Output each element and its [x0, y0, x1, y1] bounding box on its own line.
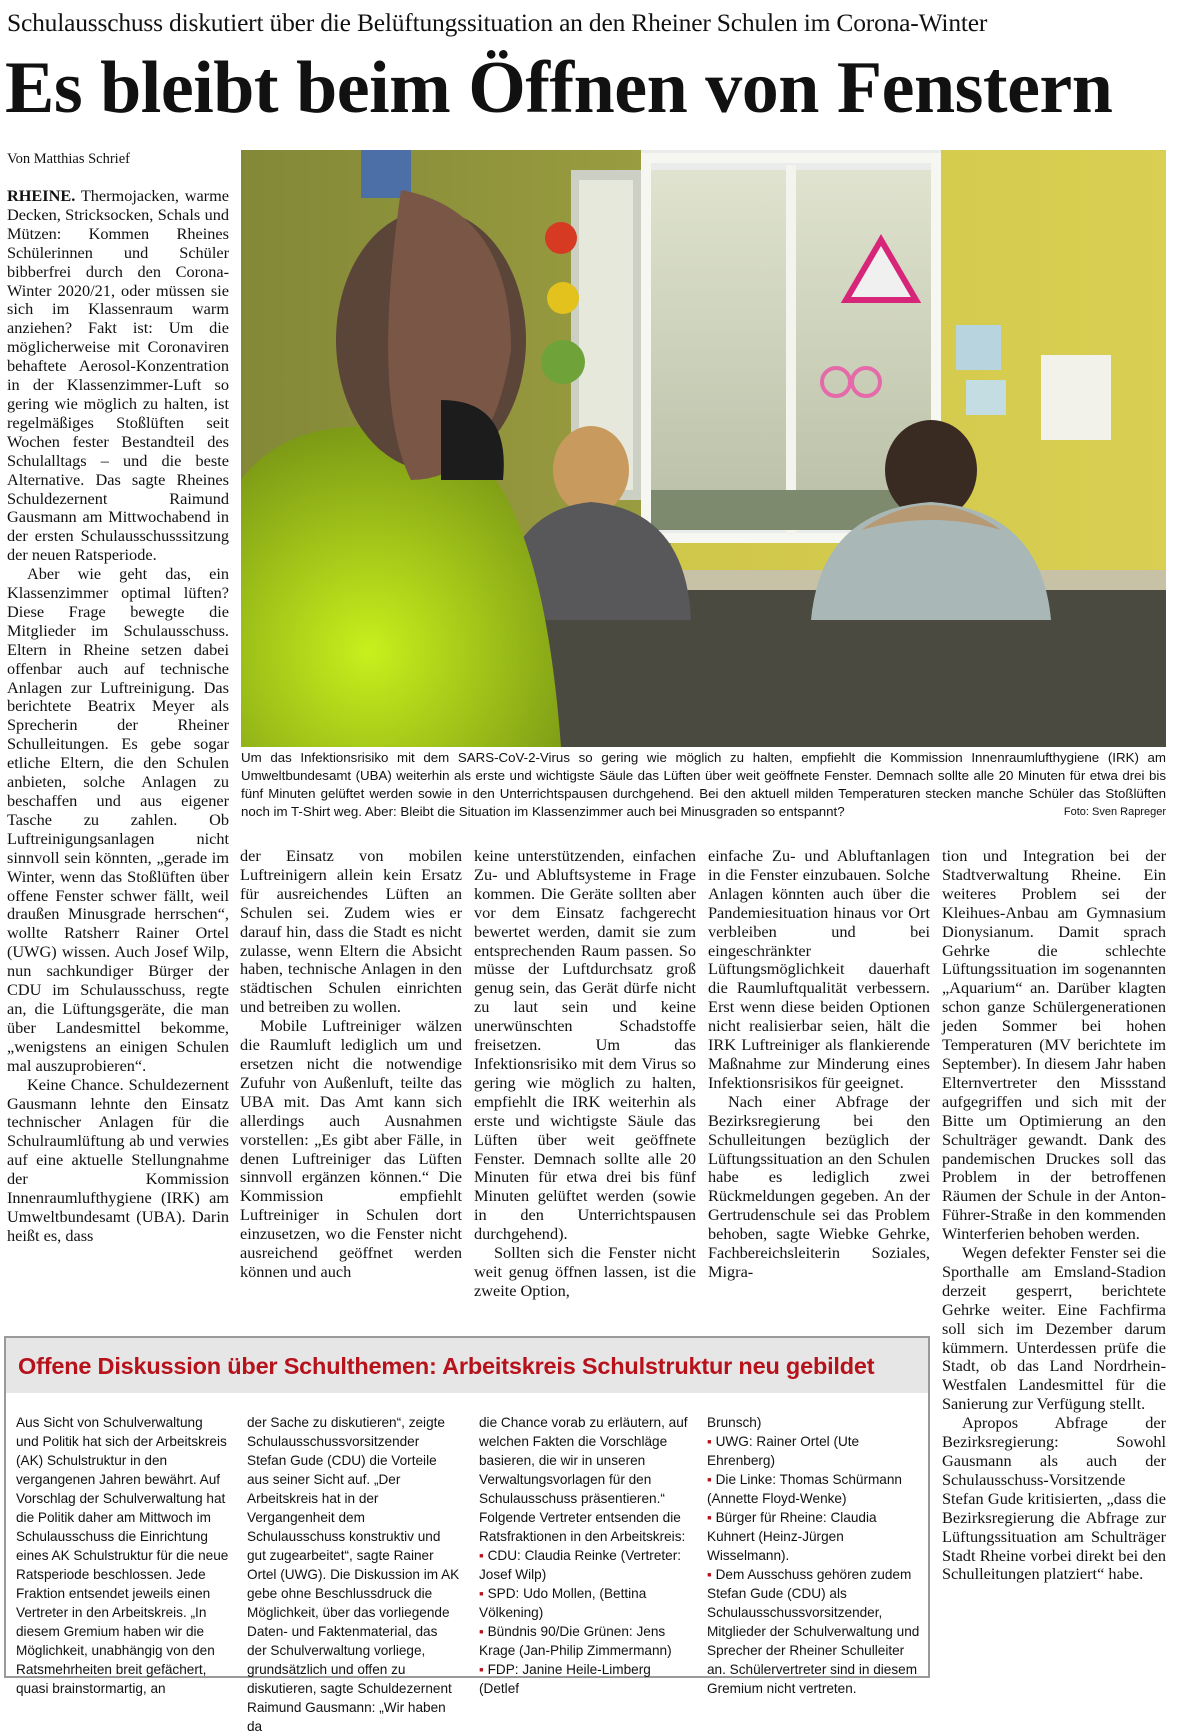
list-item: ▪ CDU: Claudia Reinke (Vertreter: Josef Wilp) — [479, 1548, 682, 1582]
bullet-icon: ▪ — [707, 1434, 712, 1449]
bullet-icon: ▪ — [479, 1586, 484, 1601]
info-box-column-2: der Sache zu diskutieren“, zeigte Schulausschussvorsitzender Stefan Gude (CDU) die Vorteile aus seiner Sicht auf. „Der Arbeitskreis hat in der Vergangenheit dem Schulausschuss konstruktiv und gut zugearbeitet“, sagte Rainer Ortel (UWG). Die Diskussion im AK gebe ohne Beschlussdruck die Möglichkeit, über das vorliegende Daten- und Faktenmaterial, das der Schulverwaltung vorliege, grundsätzlich und offen zu diskutieren, sagte Schuldezernent Raimund Gausmann: „Wir haben da — [247, 1415, 460, 1734]
article-headline: Es bleibt beim Öffnen von Fenstern — [5, 47, 1113, 129]
bullet-icon: ▪ — [479, 1548, 484, 1563]
info-box-column-4: Brunsch) ▪ UWG: Rainer Ortel (Ute Ehrenberg) ▪ Die Linke: Thomas Schürmann (Annette Floyd-Wenke) ▪ Bürger für Rheine: Claudia Kuhnert (Heinz-Jürgen Wisselmann). ▪ Dem Ausschuss gehören zudem Stefan Gude (CDU) als Schulausschussvorsitzender, Mitglieder der Schulverwaltung und Sprecher der Rheiner Schulleiter an. Schülervertreter sind in diesem Gremium nicht vertreten. — [707, 1415, 920, 1696]
paragraph: einfache Zu- und Abluftanlagen in die Fenster einzubauen. Solche Anlagen könnten auch über die Pandemiesituation hinaus vor Ort verbleiben und bei eingeschränkter Lüftungsmöglichkeit dauerhaft die Raumluftqualität verbessern. Erst wenn diese beiden Optionen nicht realisierbar seien, hält die IRK Luftreiniger als flankierende Maßnahme zur Minderung eines Infektionsrisikos für geeignet. — [708, 846, 930, 1092]
article-column-5 — [942, 847, 1166, 1667]
paragraph: keine unterstützenden, einfachen Zu- und Abluftsysteme in Frage kommen. Die Geräte sollten aber vor dem Einsatz fachgerecht bewertet werden, damit sie zum entsprechenden Raum passen. So müsse der Luftdurchsatz groß genug sein, das Gerät dürfe nicht zu laut sein und keine unerwünschten Schadstoffe freisetzen. Um das Infektionsrisiko mit dem Virus so gering wie möglich zu halten, empfiehlt die IRK weiterhin als erste und wichtigste Säule das Lüften über weit geöffnete Fenster. Demnach sollte alle 20 Minuten für etwa drei bis fünf Minuten gelüftet werden (sowie in den Unterrichtspausen durchgehend). — [474, 846, 696, 1244]
paragraph: Wegen defekter Fenster sei die Sporthalle am Emsland-Stadion derzeit gesperrt, berichtete Gehrke weiter. Eine Fachfirma soll sich im Dezember darum kümmern. Unterdessen prüfe die Stadt, ob das Land Nordrhein-Westfalen Landesmittel für die Sanierung zur Verfügung stellt. — [942, 1243, 1166, 1414]
list-item: ▪ FDP: Janine Heile-Limberg (Detlef — [479, 1662, 651, 1696]
info-box-column-3: die Chance vorab zu erläutern, auf welchen Fakten die Vorschläge basieren, die wir in unseren Verwaltungsvorlagen für den Schulausschuss präsentieren.“ Folgende Vertreter entsenden die Ratsfraktionen in den Arbeitskreis: ▪ CDU: Claudia Reinke (Vertreter: Josef Wilp) ▪ SPD: Udo Mollen, (Bettina Völkening) ▪ Bündnis 90/Die Grünen: Jens Krage (Jan-Philip Zimmermann) ▪ FDP: Janine Heile-Limberg (Detlef — [479, 1413, 692, 1673]
paragraph: RHEINE. Thermojacken, warme Decken, Stricksocken, Schals und Mützen: Kommen Rheines Schülerinnen und Schüler bibberfrei durch den Corona-Winter 2020/21, oder müssen sie sich im Klassenraum warm anziehen? Fakt ist: Um die möglicherweise mit Coronaviren behaftete Aerosol-Konzentration in der Klassenzimmer-Luft so gering wie möglich zu halten, ist regelmäßiges Stoßlüften seit Wochen fester Bestandteil des Schulalltags – und die beste Alternative. Das sagte Rheines Schuldezernent Raimund Gausmann am Mittwochabend in der ersten Schulausschusssitzung der neuen Ratsperiode. — [7, 186, 229, 565]
bullet-icon: ▪ — [707, 1567, 712, 1582]
bullet-icon: ▪ — [707, 1472, 712, 1487]
list-item: ▪ Bündnis 90/Die Grünen: Jens Krage (Jan-Philip Zimmermann) — [479, 1624, 672, 1658]
paragraph: Keine Chance. Schuldezernent Gausmann lehnte den Einsatz technischer Anlagen für die Schulraumlüftung ab und verwies auf eine aktuelle Stellungnahme der Kommission Innenraumlufthygiene (IRK) am Umweltbundesamt (UBA). Darin heißt es, dass — [7, 1074, 229, 1245]
bullet-icon: ▪ — [479, 1624, 484, 1639]
article-column-4 — [708, 847, 930, 1319]
article-column-3 — [474, 847, 696, 1319]
info-box-header — [6, 1338, 928, 1393]
paragraph: Aber wie geht das, ein Klassenzimmer optimal lüften? Diese Frage bewegte die Mitglieder im Schulausschuss. Eltern in Rheine setzen dabei offenbar auch auf technische Anlagen zur Luftreinigung. Das berichtete Beatrix Meyer als Sprecherin der Rheiner Schulleitungen. Es gebe sogar etliche Eltern, die den Schulen anbieten, solche Anlagen zu beschaffen und aus eigener Tasche zu zahlen. Ob Luftreinigungsanlagen nicht sinnvoll sein könnten, „gerade im Winter, wenn das Stoßlüften über offene Fenster schwer fällt, weil draußen Minusgrade herrschen“, wollte Ratsherr Rainer Ortel (UWG) wissen. Auch Josef Wilp, nun sachkundiger Bürger der CDU im Schulausschuss, regte an, die Lüftungsgeräte, die man über Landesmittel bekomme, „wenigstens an einigen Schulen mal auszuprobieren“. — [7, 564, 229, 1075]
dateline: RHEINE. — [7, 186, 76, 205]
paragraph: tion und Integration bei der Stadtverwaltung Rheine. Ein weiteres Problem sei der Kleihues-Anbau am Gymnasium Dionysianum. Damit sprach Gehrke die schlechte Lüftungssituation im sogenannten „Aquarium“ an. Darüber klagten schon ganze Schülergenerationen jeden Sommer bei hohen Temperaturen (MV berichtete im September). In diesem Jahr haben Elternvertreter den Missstand aufgegriffen und sich mit der Bitte um Optimierung an den Schulträger gewandt. Dank des pandemischen Druckes soll das Problem in der betroffenen Räumen der Schule in der Anton-Führer-Straße in den kommenden Winterferien behoben werden. — [942, 846, 1166, 1244]
article-byline: Von Matthias Schrief — [7, 151, 130, 167]
paragraph: Sollten sich die Fenster nicht weit genug öffnen lassen, ist die zweite Option, — [474, 1243, 696, 1300]
list-item: ▪ SPD: Udo Mollen, (Bettina Völkening) — [479, 1586, 647, 1620]
classroom-photo — [241, 150, 1166, 747]
article-column-2 — [240, 847, 462, 1319]
article-kicker: Schulausschuss diskutiert über die Belüftungssituation an den Rheiner Schulen im Corona-Winter — [7, 8, 988, 37]
list-item: ▪ Bürger für Rheine: Claudia Kuhnert (Heinz-Jürgen Wisselmann). — [707, 1510, 877, 1563]
photo-credit: Foto: Sven Rapreger — [1063, 806, 1166, 818]
info-box-column-1: Aus Sicht von Schulverwaltung und Politik hat sich der Arbeitskreis (AK) Schulstruktur in den vergangenen Jahren bewährt. Auf Vorschlag der Schulverwaltung hat die Politik daher am Mittwoch im Schulausschuss die Einrichtung eines AK Schulstruktur für die neue Ratsperiode beschlossen. Jede Fraktion entsendet jeweils einen Vertreter in den Arbeitskreis. „In diesem Gremium haben wir die Möglichkeit, unabhängig von den Ratsmehrheiten breit gefächert, quasi brainstormartig, an — [16, 1415, 229, 1696]
list-item: ▪ Die Linke: Thomas Schürmann (Annette Floyd-Wenke) — [707, 1472, 902, 1506]
paragraph: Nach einer Abfrage der Bezirksregierung bei den Schulleitungen bezüglich der Lüftungssituation an den Schulen habe es lediglich zwei Rückmeldungen gegeben. An der Gertrudenschule sei das Problem behoben, sagte Wiebke Gehrke, Fachbereichsleiterin Soziales, Migra- — [708, 1091, 930, 1281]
list-item: ▪ UWG: Rainer Ortel (Ute Ehrenberg) — [707, 1434, 860, 1468]
photo-caption: Um das Infektionsrisiko mit dem SARS-CoV-2-Virus so gering wie möglich zu halten, empfiehlt die Kommission Innenraumlufthygiene (IRK) am Umweltbundesamt (UBA) weiterhin als erste und wichtigste Säule das Lüften über weit geöffnete Fenster. Demnach sollte alle 20 Minuten für etwa drei bis fünf Minuten gelüftet werden sowie in den Unterrichtspausen durchgehend. Bei den aktuell milden Temperaturen stecken manche Schüler das Stoßlüften noch im T-Shirt weg. Aber: Bleibt die Situation im Klassenzimmer auch bei Minusgraden so entspannt? Foto: Sven Rapreger — [241, 750, 1166, 819]
info-box-title: Offene Diskussion über Schulthemen: Arbeitskreis Schulstruktur neu gebildet — [18, 1353, 875, 1379]
paragraph: der Einsatz von mobilen Luftreinigern allein kein Ersatz für ausreichendes Lüften an Schulen sei. Zudem wies er darauf hin, dass die Stadt es nicht zulasse, wenn Eltern die Absicht haben, technische Anlagen in den städtischen Schulen einrichten und betreiben zu wollen. — [240, 846, 462, 1017]
list-item: ▪ Dem Ausschuss gehören zudem Stefan Gude (CDU) als Schulausschussvorsitzender, Mitglieder der Schulverwaltung und Sprecher der Rheiner Schulleiter an. Schülervertreter sind in diesem Gremium nicht vertreten. — [707, 1567, 920, 1696]
paragraph: Mobile Luftreiniger wälzen die Raumluft lediglich um und ersetzen nicht die notwendige Zufuhr von Außenluft, teilte das UBA mit. Das Amt kann sich allerdings auch Ausnahmen vorstellen: „Es gibt aber Fälle, in denen Luftreiniger das Lüften sinnvoll ergänzen können.“ Die Kommission empfiehlt Luftreiniger in Schulen dort einzusetzen, wo die Fenster nicht ausreichend geöffnet werden können und auch — [240, 1016, 462, 1281]
paragraph: Apropos Abfrage der Bezirksregierung: Sowohl Gausmann als auch der Schulausschuss-Vorsitzende Stefan Gude kritisierten, „dass die Bezirksregierung die Abfrage zur Lüftungssituation am Schulträger Stadt Rheine vorbei direkt bei den Schulleitungen platziert“ habe. — [942, 1413, 1166, 1584]
article-column-1 — [7, 187, 229, 1319]
info-box — [4, 1336, 930, 1734]
bullet-icon: ▪ — [707, 1510, 712, 1525]
bullet-icon: ▪ — [479, 1662, 484, 1677]
